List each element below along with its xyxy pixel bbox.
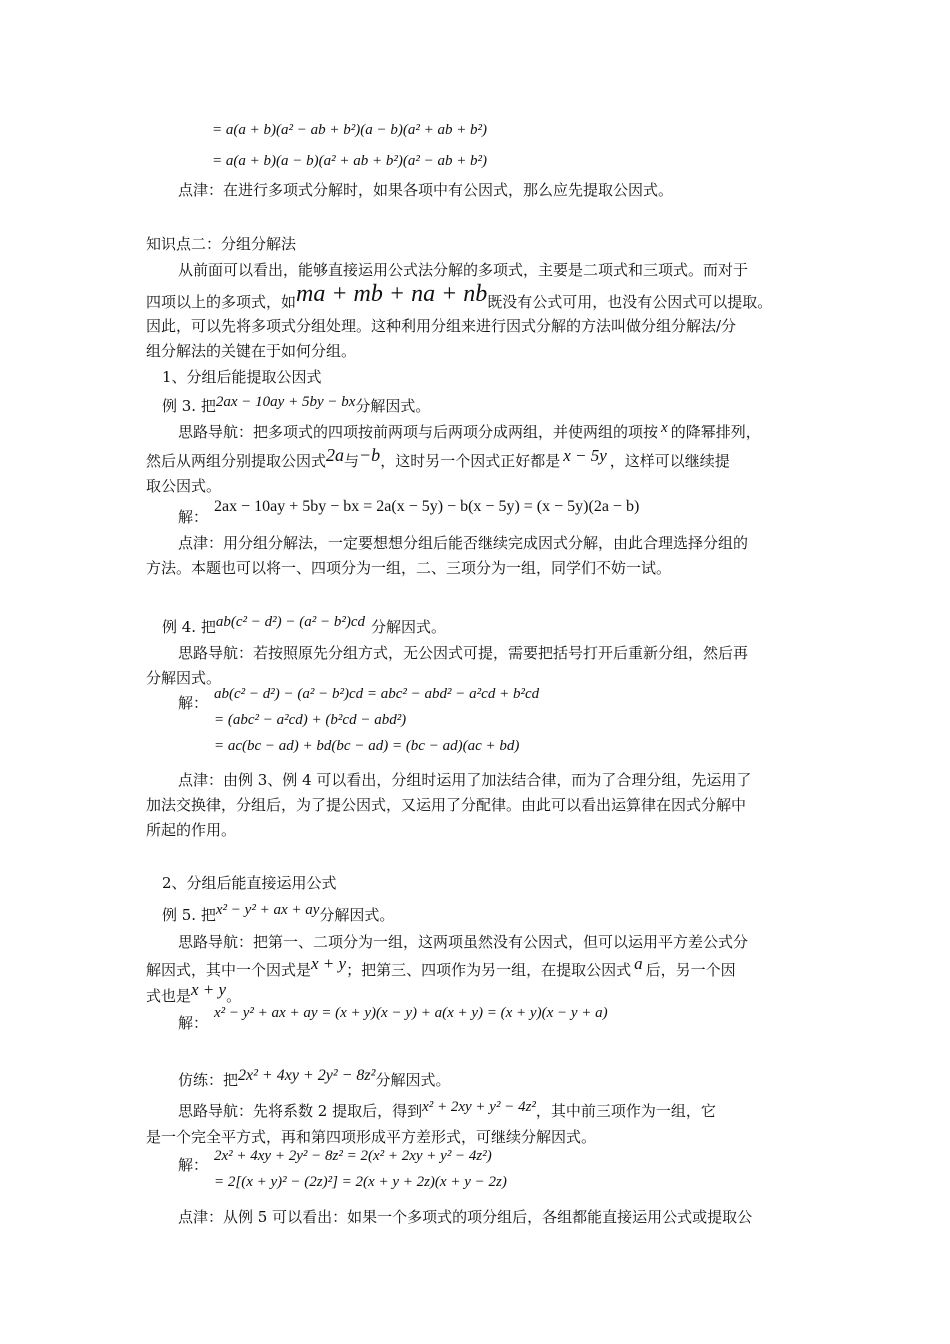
hint-text: ，其中前三项作为一组，它 bbox=[535, 1102, 716, 1120]
note-top: 点津：在进行多项式分解时，如果各项中有公因式，那么应先提取公因式。 bbox=[178, 181, 674, 199]
practice-pre: 仿练：把 bbox=[178, 1071, 239, 1089]
practice-statement bbox=[178, 1067, 451, 1091]
hint-math-2a: 2a bbox=[326, 445, 345, 465]
hint-text: 的降幂排列， bbox=[670, 423, 761, 441]
example-4-hint-2: 分解因式。 bbox=[146, 669, 222, 687]
section-title: 知识点二：分组分解法 bbox=[146, 235, 297, 253]
intro-text-b: 既没有公式可用，也没有公因式可以提取。 bbox=[487, 293, 773, 311]
example-3-note-2: 方法。本题也可以将一、四项分为一组，二、三项分为一组，同学们不妨一试。 bbox=[146, 559, 672, 577]
example-5-label: 例 5. bbox=[162, 906, 197, 924]
practice-hint-1 bbox=[178, 1101, 716, 1122]
hint-math-x-plus-y: x + y bbox=[191, 980, 227, 999]
example-4-expr: ab(c² − d²) − (a² − b²)cd bbox=[215, 614, 366, 630]
practice-note: 点津：从例 5 可以看出：如果一个多项式的项分组后，各组都能直接运用公式或提取公 bbox=[178, 1208, 753, 1226]
intro-line-1: 从前面可以看出，能够直接运用公式法分解的多项式，主要是二项式和三项式。而对于 bbox=[178, 261, 749, 279]
example-3-statement bbox=[162, 396, 430, 417]
practice-solution-line-1: 2x² + 4xy + 2y² − 8z² = 2(x² + 2xy + y² − 4z²) bbox=[214, 1148, 492, 1164]
example-5-hint-1: 思路导航：把第一、二项分为一组，这两项虽然没有公因式，但可以运用平方差公式分 bbox=[178, 933, 749, 951]
example-4-solution-line-1: ab(c² − d²) − (a² − b²)cd = abc² − abd² − a²cd + b²cd bbox=[214, 686, 540, 702]
hint-text: 思路导航：把多项式的四项按前两项与后两项分成两组，并使两组的项按 bbox=[178, 423, 659, 441]
practice-hint-2: 是一个完全平方式，再和第四项形成平方差形式，可继续分解因式。 bbox=[146, 1128, 597, 1146]
hint-var-x: x bbox=[661, 420, 668, 436]
example-3-expr: 2ax − 10ay + 5by − bx bbox=[215, 394, 356, 410]
example-3-hint-1 bbox=[178, 422, 761, 443]
example-4-solution-line-2: = (abc² − a²cd) + (b²cd − abd²) bbox=[214, 712, 407, 728]
hint-text: 思路导航：先将系数 2 提取后，得到 bbox=[178, 1102, 423, 1120]
hint-text: ；把第三、四项作为另一组，在提取公因式 bbox=[346, 961, 632, 979]
hint-math-a: a bbox=[634, 954, 643, 973]
subsection-2-title: 2、分组后能直接运用公式 bbox=[162, 874, 337, 892]
hint-text: 式也是 bbox=[146, 987, 192, 1005]
hint-text: 解因式，其中一个因式是 bbox=[146, 961, 312, 979]
example-3-label: 例 3. bbox=[162, 397, 197, 415]
example-4-post: 分解因式。 bbox=[371, 618, 447, 636]
example-3-hint-2 bbox=[146, 445, 730, 471]
example-5-solution: x² − y² + ax + ay = (x + y)(x − y) + a(x + y) = (x + y)(x − y + a) bbox=[214, 1005, 608, 1021]
intro-line-3: 因此，可以先将多项式分组处理。这种利用分组来进行因式分解的方法叫做分组分解法/分 bbox=[146, 317, 737, 335]
example-4-note-2: 加法交换律，分组后，为了提公因式，又运用了分配律。由此可以看出运算律在因式分解中 bbox=[146, 796, 747, 814]
hint-text: 与 bbox=[344, 452, 360, 470]
example-3-pre: 把 bbox=[200, 397, 216, 415]
practice-expr: 2x² + 4xy + 2y² − 8z² bbox=[238, 1067, 376, 1084]
intro-text-a: 四项以上的多项式，如 bbox=[146, 293, 297, 311]
example-4-note-3: 所起的作用。 bbox=[146, 821, 237, 839]
hint-text: 然后从两组分别提取公因式 bbox=[146, 452, 327, 470]
example-4-label: 例 4. bbox=[162, 618, 197, 636]
example-5-hint-2 bbox=[146, 954, 736, 980]
example-5-statement bbox=[162, 902, 395, 926]
equation-line-2: = a(a + b)(a − b)(a² + ab + b²)(a² − ab + b²) bbox=[212, 153, 488, 169]
hint-math-expr: x² + 2xy + y² − 4z² bbox=[422, 1099, 536, 1115]
example-3-note-1: 点津：用分组分解法，一定要想想分组后能否继续完成因式分解，由此合理选择分组的 bbox=[178, 534, 749, 552]
example-4-hint-1: 思路导航：若按照原先分组方式，无公因式可提，需要把括号打开后重新分组，然后再 bbox=[178, 644, 749, 662]
intro-line-2 bbox=[146, 281, 773, 312]
hint-text: 。 bbox=[226, 987, 242, 1005]
example-4-solution-label: 解： bbox=[178, 694, 209, 712]
hint-math-neg-b: −b bbox=[359, 445, 381, 465]
hint-text: ，这时另一个因式正好都是 bbox=[380, 452, 561, 470]
equation-line-1: = a(a + b)(a² − ab + b²)(a − b)(a² + ab + b²) bbox=[212, 122, 488, 138]
hint-math-x-plus-y: x + y bbox=[311, 954, 347, 973]
example-3-solution-label: 解： bbox=[178, 508, 209, 526]
intro-math: ma + mb + na + nb bbox=[296, 281, 488, 307]
practice-post: 分解因式。 bbox=[375, 1071, 451, 1089]
example-4-statement bbox=[162, 614, 447, 638]
subsection-1-title: 1、分组后能提取公因式 bbox=[162, 368, 322, 386]
intro-line-4: 组分解法的关键在于如何分组。 bbox=[146, 342, 357, 360]
example-4-solution-line-3: = ac(bc − ad) + bd(bc − ad) = (bc − ad)(ac + bd) bbox=[214, 738, 520, 754]
example-5-expr: x² − y² + ax + ay bbox=[215, 902, 320, 918]
example-4-pre: 把 bbox=[200, 618, 216, 636]
hint-math-x-5y: x − 5y bbox=[563, 446, 607, 465]
hint-text: ，这样可以继续提 bbox=[609, 452, 730, 470]
example-5-post: 分解因式。 bbox=[319, 906, 395, 924]
practice-solution-label: 解： bbox=[178, 1156, 209, 1174]
example-3-post: 分解因式。 bbox=[355, 397, 431, 415]
example-3-hint-3: 取公因式。 bbox=[146, 477, 222, 495]
example-5-pre: 把 bbox=[200, 906, 216, 924]
practice-solution-line-2: = 2[(x + y)² − (2z)²] = 2(x + y + 2z)(x + y − 2z) bbox=[214, 1174, 507, 1190]
example-3-solution: 2ax − 10ay + 5by − bx = 2a(x − 5y) − b(x − 5y) = (x − 5y)(2a − b) bbox=[214, 498, 640, 515]
example-4-note-1: 点津：由例 3、例 4 可以看出，分组时运用了加法结合律，而为了合理分组，先运用了 bbox=[178, 771, 752, 789]
hint-text: 后，另一个因 bbox=[645, 961, 736, 979]
example-5-solution-label: 解： bbox=[178, 1014, 209, 1032]
